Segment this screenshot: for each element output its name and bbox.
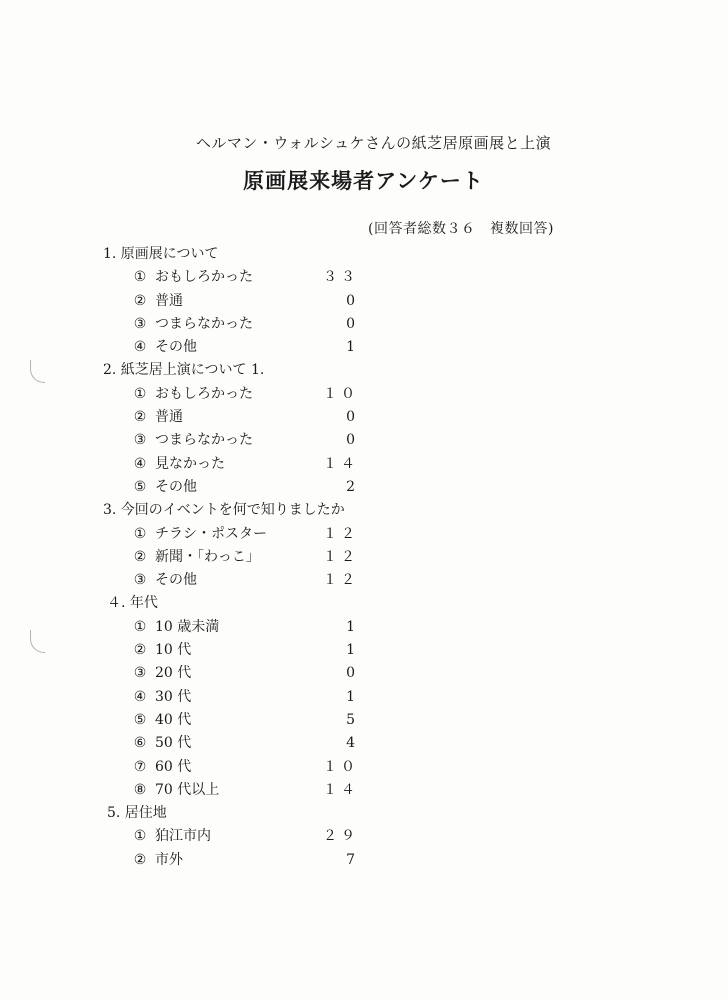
item-count: 0 [346, 432, 359, 449]
item-number: ② [133, 409, 147, 426]
item-count: ２９ [323, 828, 359, 845]
item-number: ④ [133, 455, 147, 472]
item-count: 4 [346, 735, 359, 752]
item-label: 30 代 [155, 688, 192, 705]
list-item [0, 709, 727, 732]
list-item [0, 849, 727, 872]
item-number: ② [133, 642, 147, 659]
item-count: １４ [323, 455, 359, 472]
item-number: ⑧ [133, 781, 147, 798]
item-number: ③ [133, 572, 147, 589]
section-title: 5. 居住地 [107, 805, 167, 822]
list-item [0, 779, 727, 802]
item-label: つまらなかった [155, 315, 253, 332]
item-label: 10 代 [155, 642, 192, 659]
item-count: １４ [323, 781, 359, 798]
item-label: おもしろかった [155, 385, 253, 402]
item-number: ⑤ [133, 711, 147, 728]
item-count: 5 [346, 711, 359, 728]
section-title: 3. 今回のイベントを何で知りましたか [103, 502, 345, 519]
item-number: ① [133, 618, 147, 635]
list-item [0, 453, 727, 476]
item-label: その他 [155, 572, 197, 589]
item-number: ② [133, 548, 147, 565]
item-label: 40 代 [155, 711, 192, 728]
item-number: ③ [133, 432, 147, 449]
document-subtitle: ヘルマン・ウォルシュケさんの紙芝居原画展と上演 [195, 134, 552, 152]
item-label: その他 [155, 339, 197, 356]
item-label: 50 代 [155, 735, 192, 752]
item-count: 1 [346, 618, 359, 635]
section-title: 1. 原画展について [103, 246, 219, 262]
section-title: ４. 年代 [107, 595, 158, 612]
document-title: 原画展来場者アンケート [243, 168, 484, 193]
item-count: １２ [323, 525, 359, 542]
item-number: ② [133, 851, 147, 868]
item-count: 0 [346, 665, 359, 682]
item-count: １０ [323, 385, 359, 402]
item-number: ① [133, 385, 147, 402]
list-item [0, 756, 727, 779]
list-item [0, 406, 727, 429]
item-count: 1 [346, 339, 359, 356]
item-label: 普通 [155, 292, 183, 309]
list-item [0, 476, 727, 499]
item-label: 見なかった [155, 455, 225, 472]
list-item [0, 639, 727, 662]
item-label: 狛江市内 [155, 828, 211, 845]
item-label: 20 代 [155, 665, 192, 682]
item-count: 2 [346, 478, 359, 495]
item-count: 1 [346, 642, 359, 659]
item-number: ⑥ [133, 735, 147, 752]
item-number: ④ [133, 339, 147, 356]
item-count: １０ [323, 758, 359, 775]
item-count: 0 [346, 409, 359, 426]
item-number: ① [133, 269, 147, 286]
list-item [0, 686, 727, 709]
list-item [0, 546, 727, 569]
item-number: ⑤ [133, 478, 147, 495]
item-count: １２ [323, 548, 359, 565]
list-item [0, 616, 727, 639]
item-count: 0 [346, 315, 359, 332]
item-number: ③ [133, 665, 147, 682]
item-label: つまらなかった [155, 432, 253, 449]
section-title: 2. 紙芝居上演について 1. [103, 362, 265, 379]
item-label: おもしろかった [155, 269, 253, 286]
list-item [0, 336, 727, 359]
item-label: 10 歳未満 [155, 618, 220, 635]
respondent-note: (回答者総数３６ 複数回答) [368, 221, 554, 237]
item-number: ① [133, 828, 147, 845]
item-count: １２ [323, 572, 359, 589]
item-number: ① [133, 525, 147, 542]
item-label: 70 代以上 [155, 781, 220, 798]
item-number: ② [133, 292, 147, 309]
list-item [0, 266, 727, 289]
item-number: ⑦ [133, 758, 147, 775]
list-item [0, 290, 727, 313]
item-label: 普通 [155, 409, 183, 426]
item-label: 市外 [155, 851, 183, 868]
list-item [0, 429, 727, 452]
list-item [0, 569, 727, 592]
list-item [0, 662, 727, 685]
item-number: ③ [133, 315, 147, 332]
item-label: 60 代 [155, 758, 192, 775]
item-count: 1 [346, 688, 359, 705]
item-count: 0 [346, 292, 359, 309]
survey-results [0, 243, 727, 872]
list-item [0, 523, 727, 546]
list-item [0, 732, 727, 755]
item-label: チラシ・ポスター [155, 525, 267, 542]
item-count: 7 [346, 851, 359, 868]
list-item [0, 313, 727, 336]
list-item [0, 825, 727, 848]
list-item [0, 383, 727, 406]
item-label: その他 [155, 478, 197, 495]
item-number: ④ [133, 688, 147, 705]
item-count: ３３ [323, 269, 359, 286]
item-label: 新聞・「わっこ」 [155, 548, 260, 565]
